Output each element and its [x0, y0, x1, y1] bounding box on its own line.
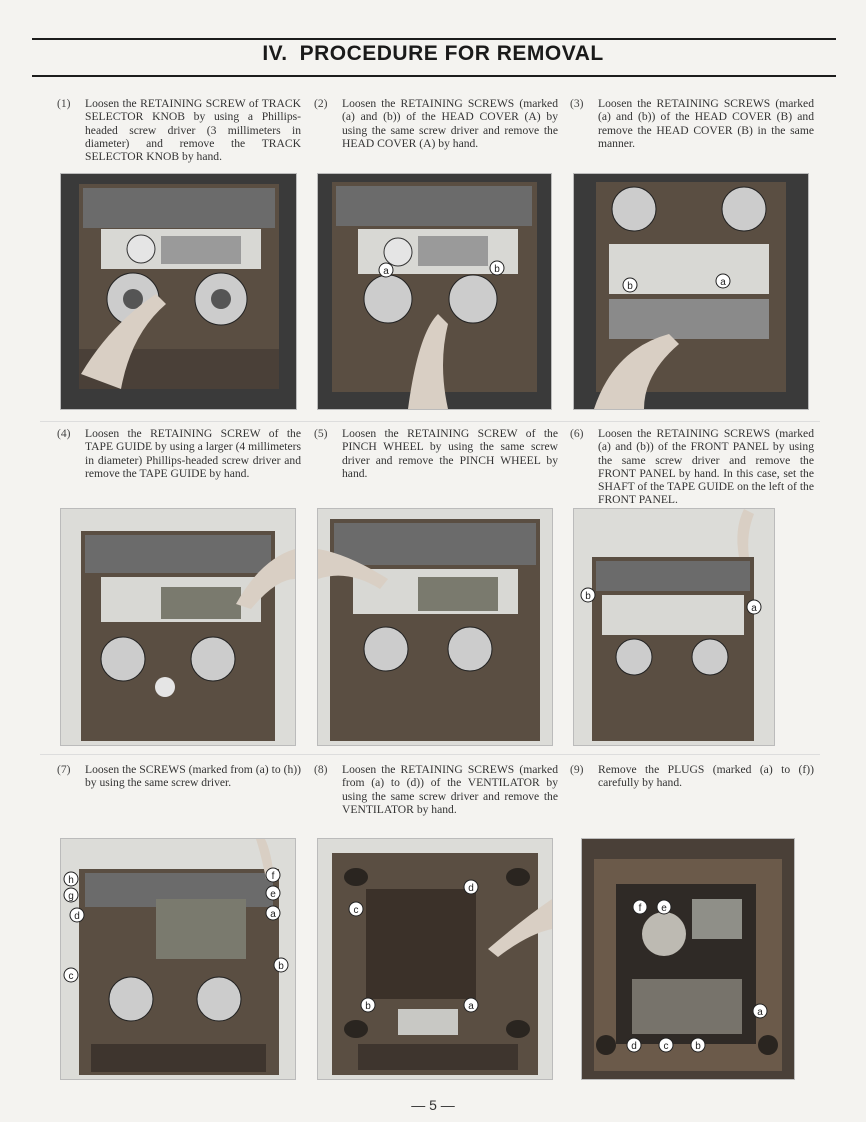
- photo-step-5: [317, 508, 553, 746]
- section-title: PROCEDURE FOR REMOVAL: [299, 42, 604, 65]
- svg-text:f: f: [638, 903, 642, 914]
- svg-text:c: c: [663, 1041, 669, 1052]
- svg-text:a: a: [468, 1001, 474, 1012]
- photo-step-1: [60, 173, 297, 410]
- svg-text:b: b: [585, 591, 591, 602]
- page-title: [0, 42, 866, 66]
- svg-text:c: c: [353, 905, 359, 916]
- photo-step-8: [317, 838, 553, 1080]
- row-divider: [40, 754, 820, 755]
- svg-text:b: b: [695, 1041, 701, 1052]
- svg-text:c: c: [68, 971, 74, 982]
- step-9: [570, 763, 814, 790]
- step-text: Loosen the RETAINING SCREW of the PINCH WHEEL by using the same screw driver and remove the PINCH WHEEL by hand.: [342, 427, 558, 480]
- step-number: (1): [57, 97, 71, 110]
- tape-deck-photo: [318, 174, 551, 409]
- svg-text:e: e: [270, 889, 276, 900]
- svg-text:b: b: [365, 1001, 371, 1012]
- step-1: [57, 97, 301, 163]
- svg-text:h: h: [68, 875, 74, 886]
- page-number: — 5 —: [411, 1097, 455, 1113]
- svg-text:d: d: [468, 883, 474, 894]
- step-text: Loosen the RETAINING SCREWS (marked (a) and (b)) of the HEAD COVER (B) and remove the HEAD COVER (B) in the same manner.: [598, 97, 814, 150]
- svg-text:b: b: [278, 961, 284, 972]
- step-number: (9): [570, 763, 584, 776]
- tape-deck-photo: [574, 509, 774, 745]
- step-2: [314, 97, 558, 150]
- step-text: Loosen the SCREWS (marked from (a) to (h)) by using the same screw driver.: [85, 763, 301, 790]
- step-number: (5): [314, 427, 328, 440]
- step-7: [57, 763, 301, 790]
- photo-step-7: [60, 838, 296, 1080]
- step-number: (8): [314, 763, 328, 776]
- step-number: (6): [570, 427, 584, 440]
- svg-text:b: b: [494, 264, 500, 275]
- photo-step-4: [60, 508, 296, 746]
- svg-text:a: a: [270, 909, 276, 920]
- svg-text:d: d: [631, 1041, 637, 1052]
- step-number: (7): [57, 763, 71, 776]
- photo-step-6: [573, 508, 775, 746]
- header-top-rule: [32, 38, 836, 40]
- tape-deck-photo: [61, 509, 295, 745]
- svg-text:a: a: [720, 277, 726, 288]
- row-divider: [40, 421, 820, 422]
- step-5: [314, 427, 558, 480]
- svg-text:b: b: [627, 281, 633, 292]
- svg-text:a: a: [751, 603, 757, 614]
- step-number: (2): [314, 97, 328, 110]
- step-4: [57, 427, 301, 480]
- photo-step-3: [573, 173, 809, 410]
- cabinet-bottom-photo: [318, 839, 552, 1079]
- step-text: Remove the PLUGS (marked (a) to (f)) carefully by hand.: [598, 763, 814, 790]
- tape-deck-photo: [318, 509, 552, 745]
- step-8: [314, 763, 558, 816]
- photo-step-2: [317, 173, 552, 410]
- step-text: Loosen the RETAINING SCREW of the TAPE GUIDE by using a larger (4 millimeters in diameter) Phillips-headed screw driver and remove the TAPE GUIDE by hand.: [85, 427, 301, 480]
- svg-text:a: a: [757, 1007, 763, 1018]
- step-6: [570, 427, 814, 507]
- step-3: [570, 97, 814, 150]
- step-number: (4): [57, 427, 71, 440]
- step-text: Loosen the RETAINING SCREW of TRACK SELECTOR KNOB by using a Phillips-headed screw driver (3 millimeters in diameter) and remove the TRACK SELECTOR KNOB by hand.: [85, 97, 301, 164]
- tape-deck-photo: [61, 839, 295, 1079]
- svg-text:a: a: [383, 266, 389, 277]
- step-text: Loosen the RETAINING SCREWS (marked (a) and (b)) of the HEAD COVER (A) by using the same screw driver and remove the HEAD COVER (A) by hand.: [342, 97, 558, 150]
- svg-text:g: g: [68, 891, 74, 902]
- section-number: IV.: [262, 42, 288, 65]
- step-number: (3): [570, 97, 584, 110]
- svg-text:e: e: [661, 903, 667, 914]
- cabinet-rear-photo: [582, 839, 794, 1079]
- svg-text:d: d: [74, 911, 80, 922]
- tape-deck-photo: [574, 174, 808, 409]
- header-bottom-rule: [32, 75, 836, 77]
- step-text: Loosen the RETAINING SCREWS (marked from (a) to (d)) of the VENTILATOR by using the same screw driver and remove the VENTILATOR by hand.: [342, 763, 558, 816]
- tape-deck-photo: [61, 174, 296, 409]
- step-text: Loosen the RETAINING SCREWS (marked (a) and (b)) of the FRONT PANEL by using the same screw driver and remove the FRONT PANEL by hand. In this case, set the SHAFT of the TAPE GUIDE on the left of the FRONT PANEL.: [598, 427, 814, 507]
- photo-step-9: [581, 838, 795, 1080]
- svg-text:f: f: [271, 871, 275, 882]
